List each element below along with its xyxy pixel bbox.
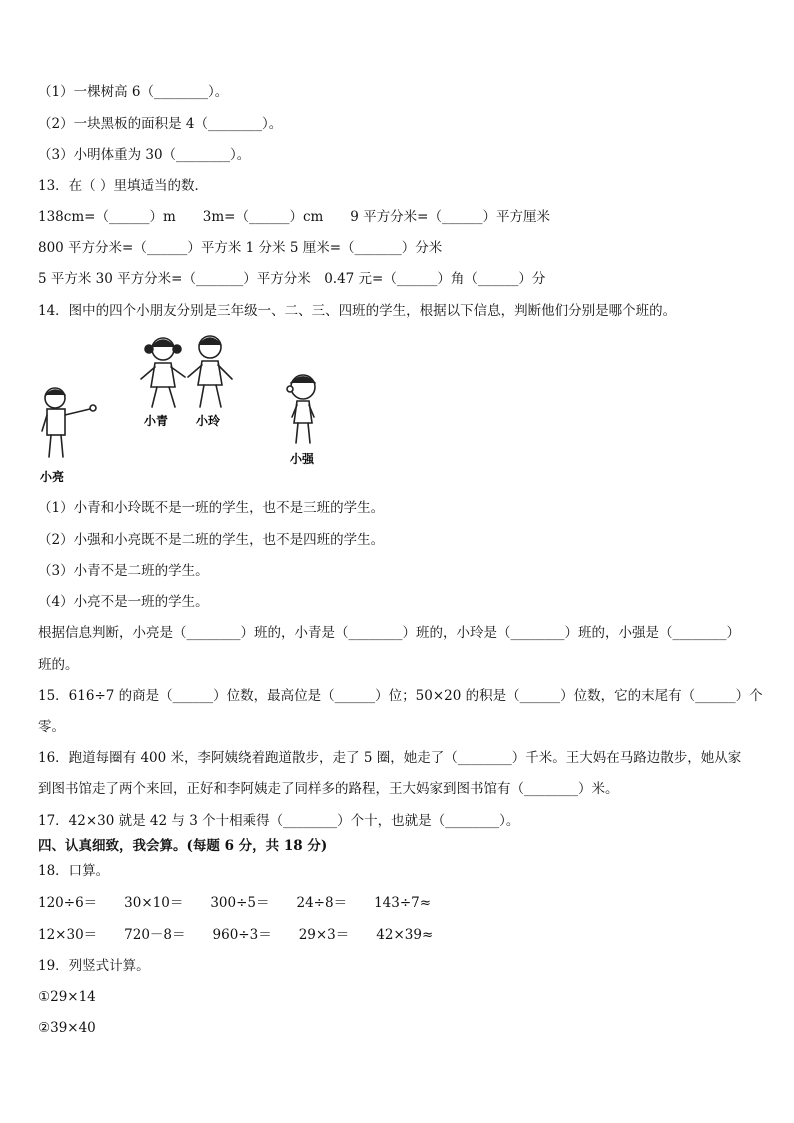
- q13-row-1: 138cm=（______）m 3m=（______）cm 9 平方分米=（______）平方厘米: [38, 209, 550, 225]
- section-four-heading: 四、认真细致，我会算。(每题 6 分，共 18 分): [38, 838, 328, 854]
- name-xiaoqing: 小青: [144, 414, 169, 428]
- children-figure: [38, 325, 338, 485]
- q18-title: 18．口算。: [38, 863, 110, 879]
- girl-xiaoling-figure: [188, 336, 232, 407]
- q12-item-1: （1）一棵树高 6（________）。: [38, 84, 229, 100]
- q16-line-2: 到图书馆走了两个来回，正好和李阿姨走了同样多的路程，王大妈家到图书馆有（________）米。: [38, 781, 619, 797]
- q18-row-1: 120÷6＝ 30×10＝ 300÷5＝ 24÷8＝ 143÷7≈: [38, 895, 432, 911]
- q14-info-1: （1）小青和小玲既不是一班的学生，也不是三班的学生。: [38, 500, 385, 516]
- name-xiaoling: 小玲: [196, 414, 221, 428]
- q12-item-3: （3）小明体重为 30（________）。: [38, 147, 251, 163]
- q18-row-2: 12×30＝ 720－8＝ 960÷3＝ 29×3＝ 42×39≈: [38, 927, 434, 943]
- q13-title: 13．在（ ）里填适当的数．: [38, 178, 208, 194]
- q19-item-1: ①29×14: [38, 989, 96, 1005]
- name-xiaoqiang: 小强: [290, 452, 315, 466]
- q13-row-3: 5 平方米 30 平方分米=（_______）平方分米 0.47 元=（______）角（______）分: [38, 271, 546, 287]
- boy-xiaoqiang-figure: [287, 375, 315, 443]
- q14-info-4: （4）小亮不是一班的学生。: [38, 594, 209, 610]
- q14-info-2: （2）小强和小亮既不是二班的学生，也不是四班的学生。: [38, 532, 385, 548]
- q19-title: 19．列竖式计算。: [38, 958, 150, 974]
- q17-line: 17．42×30 就是 42 与 3 个十相乘得（________）个十，也就是（________）。: [38, 813, 520, 829]
- name-xiaoliang: 小亮: [40, 470, 65, 484]
- boy-xiaoliang-figure: [42, 388, 96, 457]
- q19-item-2: ②39×40: [38, 1020, 96, 1036]
- q14-answer-line-1: 根据信息判断，小亮是（________）班的，小青是（________）班的，小玲是（________）班的，小强是（________）: [38, 625, 740, 641]
- girl-xiaoqing-figure: [141, 338, 185, 407]
- q14-title: 14．图中的四个小朋友分别是三年级一、二、三、四班的学生，根据以下信息，判断他们分别是哪个班的。: [38, 303, 677, 319]
- q15-line-1: 15．616÷7 的商是（______）位数，最高位是（______）位；50×20 的积是（______）位数，它的末尾有（______）个: [38, 688, 763, 704]
- q13-row-2: 800 平方分米=（______）平方米 1 分米 5 厘米=（_______）分米: [38, 240, 443, 256]
- q14-answer-line-2: 班的。: [38, 657, 79, 673]
- q12-item-2: （2）一块黑板的面积是 4（________）。: [38, 116, 283, 132]
- q16-line-1: 16．跑道每圈有 400 米，李阿姨绕着跑道散步，走了 5 圈，她走了（________）千米。王大妈在马路边散步，她从家: [38, 750, 742, 766]
- q15-line-2: 零。: [38, 719, 65, 735]
- q14-info-3: （3）小青不是二班的学生。: [38, 563, 209, 579]
